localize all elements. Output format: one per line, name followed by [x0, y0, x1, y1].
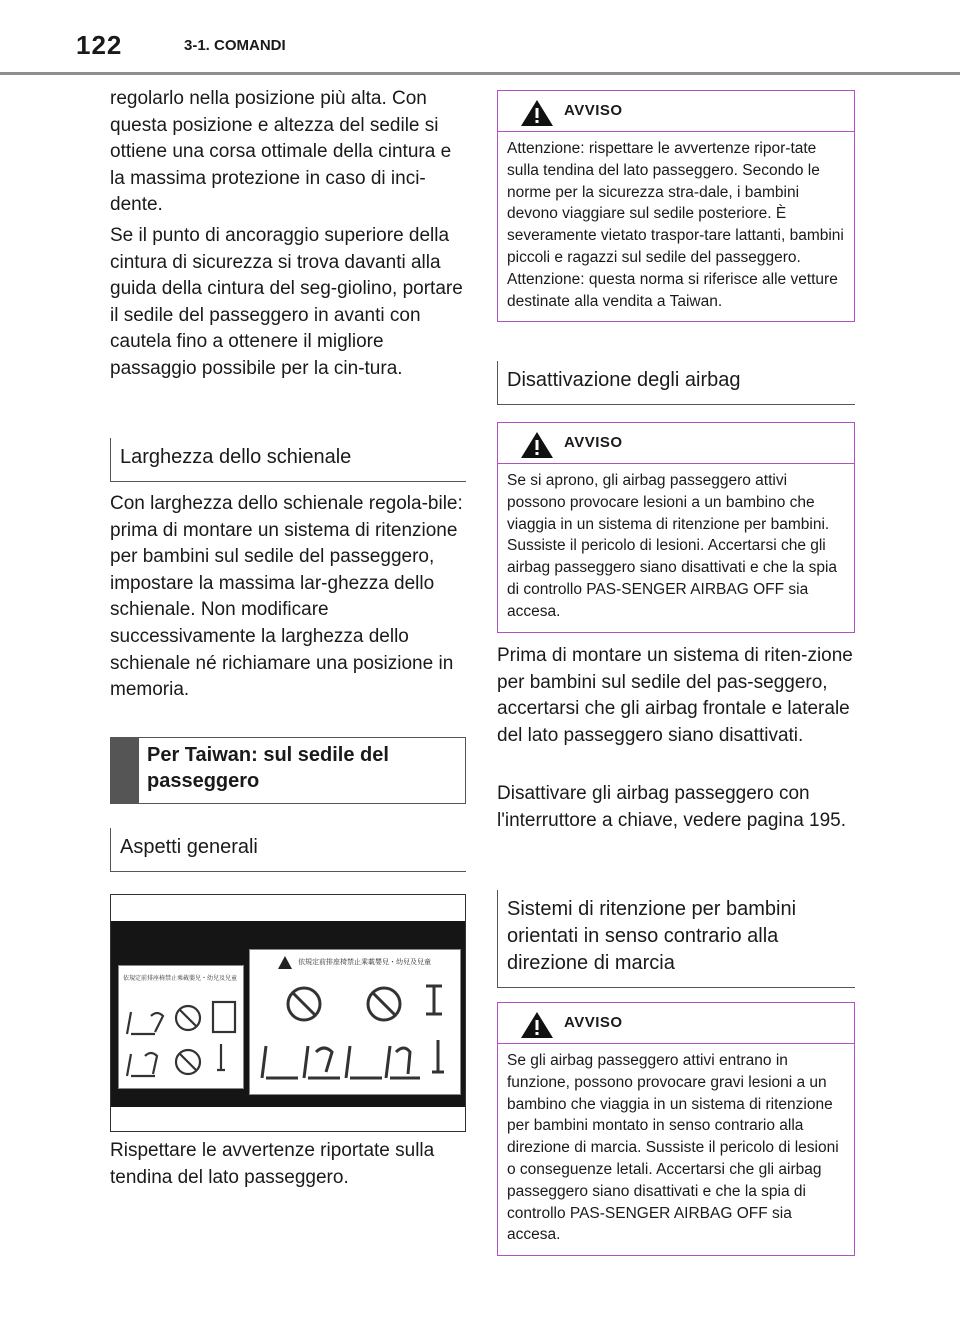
warning-label: AVVISO: [564, 1014, 623, 1031]
warning-label: AVVISO: [564, 434, 623, 451]
warning-box: [497, 1002, 855, 1256]
warning-header: [498, 91, 854, 132]
warning-text: Se si aprono, gli airbag passeggero attivi possono provocare lesioni a un bambino che viaggia in un sistema di ritenzione per bambini. Sussiste il pericolo di lesioni. Accertarsi che gli airbag passeggero siano disattivati e che la spia di controllo PAS-SENGER AIRBAG OFF sia accesa.: [507, 472, 838, 620]
heading-bar: [111, 738, 139, 803]
label-panel-large: [249, 949, 461, 1095]
warning-triangle-icon: [278, 956, 292, 969]
warning-box: [497, 90, 855, 322]
warning-triangle-icon: [520, 431, 554, 459]
warning-label-image: [110, 894, 466, 1132]
subheading-schienale: Larghezza dello schienale: [110, 438, 466, 482]
label-warning-text: 依規定前排座椅禁止乘載嬰兒・幼兒及兒童: [123, 976, 238, 982]
warning-box: [497, 422, 855, 633]
warning-header: [498, 423, 854, 464]
section-heading-taiwan: [110, 737, 466, 804]
subheading-disattivazione: Disattivazione degli airbag: [497, 361, 855, 405]
warning-triangle-icon: [520, 99, 554, 127]
warning-triangle-icon: [520, 1011, 554, 1039]
section-heading-text: Per Taiwan: sul sedile del passeggero: [147, 744, 389, 792]
warning-header: [498, 1003, 854, 1044]
label-warning-text: 依規定前排座椅禁止乘載嬰兒・幼兒及兒童: [298, 959, 431, 966]
warning-label: AVVISO: [564, 102, 623, 119]
body-paragraph: Rispettare le avvertenze riportate sulla tendina del lato passeggero.: [110, 1140, 435, 1188]
seat-prohibition-icon: [254, 980, 456, 1090]
label-background: [111, 921, 465, 1107]
subheading-aspetti-generali: Aspetti generali: [110, 828, 466, 872]
section-title: 3-1. COMANDI: [184, 37, 286, 54]
subheading-sistemi-ritenzione: Sistemi di ritenzione per bambini orientati in senso contrario alla direzione di marcia: [497, 890, 855, 988]
warning-text: Se gli airbag passeggero attivi entrano in funzione, possono provocare gravi lesioni a un bambino che viaggia in un sistema di ritenzione per bambini montato in senso contrario alla direzione di marcia. Sussiste il pericolo di lesioni o conseguenze letali. Accertarsi che gli airbag passeggero siano disattivati e che la spia di controllo PAS-SENGER AIRBAG OFF sia accesa.: [507, 1052, 839, 1244]
body-paragraph: Prima di montare un sistema di riten-zione per bambini sul sedile del pas-seggero, accertarsi che gli airbag frontale e laterale del lato passeggero siano disattivati.: [497, 645, 853, 746]
page-number: 122: [76, 30, 123, 60]
body-paragraph: Con larghezza dello schienale regola-bile: prima di montare un sistema di ritenzione per bambini sul sedile del passeggero, impostare la massima lar-ghezza dello schienale. Non modificare successivamente la larghezza dello schienale né richiamare una posizione in memoria.: [110, 493, 463, 701]
body-paragraph: regolarlo nella posizione più alta. Con questa posizione e altezza del sedile si ottiene una corsa ottimale della cintura e la massima protezione in caso di inci-dente.: [110, 88, 452, 216]
label-panel-small: [118, 965, 244, 1089]
body-paragraph: Se il punto di ancoraggio superiore della cintura di sicurezza si trova davanti alla guida della cintura del seg-giolino, portare il sedile del passeggero in avanti con cautela fino a ottenere il migliore passaggio possibile per la cin-tura.: [110, 225, 463, 379]
warning-text: Attenzione: rispettare le avvertenze ripor-tate sulla tendina del lato passeggero. Secondo le norme per la sicurezza stra-dale, i bambini devono viaggiare sul sedile posteriore. È severamente vietato traspor-tare lattanti, bambini piccoli e ragazzi sul sedile del passeggero. Attenzione: questa norma si riferisce alle vetture destinate alla vendita a Taiwan.: [507, 140, 844, 310]
header-divider: [0, 72, 960, 75]
body-paragraph: Disattivare gli airbag passeggero con l'interruttore a chiave, vedere pagina 195.: [497, 783, 847, 831]
seat-prohibition-icon: [121, 994, 241, 1084]
